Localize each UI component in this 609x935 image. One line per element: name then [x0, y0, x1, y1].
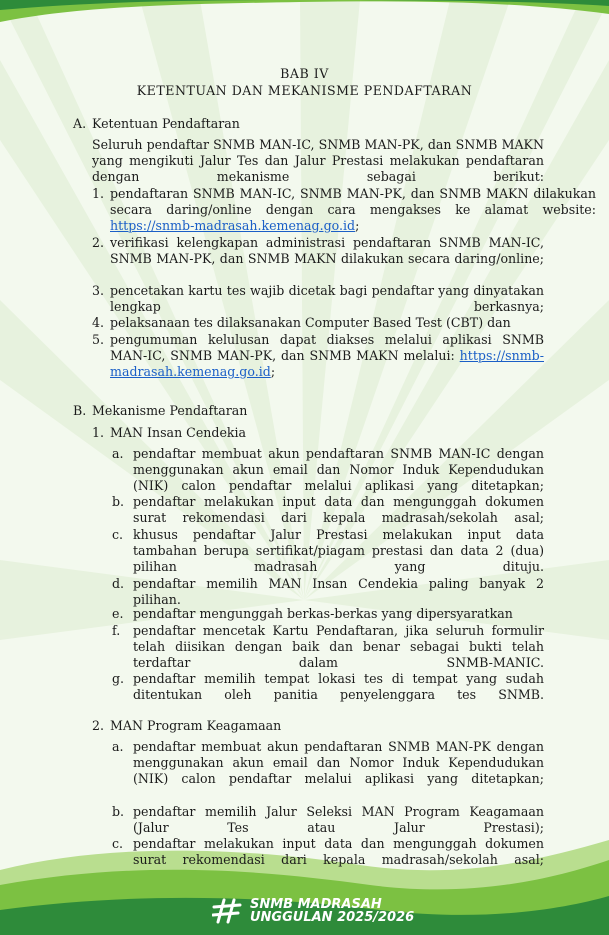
list-item-text: pendaftar memilih tempat lokasi tes di tempat yang sudah ditentukan oleh panitia penyelenggara tes SNMB. [133, 671, 544, 702]
subsection-number: 1. [92, 425, 105, 440]
list-letter: g. [112, 671, 125, 686]
list-letter: b. [112, 494, 125, 509]
snmb-hash-logo-icon [212, 898, 242, 924]
list-item-text: pendaftar membuat akun pendaftaran SNMB MAN-IC dengan menggunakan akun email dan Nomor Induk Kependudukan (NIK) calon pendaftar melalui aplikasi yang ditetapkan; [133, 446, 544, 493]
list-item-text: pendaftar membuat akun pendaftaran SNMB MAN-PK dengan menggunakan akun email dan Nomor Induk Kependudukan (NIK) calon pendaftar melalui aplikasi yang ditetapkan; [133, 739, 544, 786]
snmb-website-link[interactable]: https://snmb-madrasah.kemenag.go.id [110, 348, 544, 379]
list-number: 5. [92, 332, 105, 347]
section-b-title: Mekanisme Pendaftaran [92, 403, 248, 418]
section-a-marker: A. [73, 116, 87, 131]
list-item-text: pendaftar memilih MAN Insan Cendekia paling banyak 2 pilihan. [133, 576, 544, 607]
list-item-text: pendaftar melakukan input data dan mengunggah dokumen surat rekomendasi dari kepala madrasah/sekolah asal; [133, 494, 544, 525]
list-letter: c. [112, 836, 124, 851]
list-item-text: khusus pendaftar Jalur Prestasi melakukan input data tambahan berupa sertifikat/piagam prestasi dan data 2 (dua) pilihan madrasah yang dituju. [133, 527, 544, 574]
list-number: 2. [92, 235, 105, 250]
list-letter: a. [112, 739, 124, 754]
list-letter: c. [112, 527, 124, 542]
list-item-text: pencetakan kartu tes wajib dicetak bagi pendaftar yang dinyatakan lengkap berkasnya; [110, 283, 544, 314]
list-letter: d. [112, 576, 125, 591]
list-item-text: pendaftar melakukan input data dan mengunggah dokumen surat rekomendasi dari kepala madrasah/sekolah asal; [133, 836, 544, 867]
list-letter: e. [112, 606, 124, 621]
list-letter: a. [112, 446, 124, 461]
list-item-text: pendaftar memilih Jalur Seleksi MAN Program Keagamaan (Jalur Tes atau Jalur Prestasi); [133, 804, 544, 835]
list-item-text: pendaftar mengunggah berkas-berkas yang dipersyaratkan [133, 606, 513, 621]
list-item-text: pengumuman kelulusan dapat diakses melalui aplikasi SNMB MAN-IC, SNMB MAN-PK, dan SNMB MAKN melalui: https://snmb-madrasah.kemenag.go.id; [110, 332, 544, 379]
list-item-text: pendaftaran SNMB MAN-IC, SNMB MAN-PK, dan SNMB MAKN dilakukan secara daring/online dengan cara mengakses ke alamat website: https://snmb-madrasah.kemenag.go.id; [110, 186, 596, 233]
subsection-title: MAN Program Keagamaan [110, 718, 282, 733]
footer-line1: SNMB MADRASAH [250, 897, 382, 912]
list-number: 1. [92, 186, 105, 201]
list-item-text: pelaksanaan tes dilaksanakan Computer Based Test (CBT) dan [110, 315, 511, 330]
snmb-website-link[interactable]: https://snmb-madrasah.kemenag.go.id [110, 218, 356, 233]
list-number: 3. [92, 283, 105, 298]
list-number: 4. [92, 315, 105, 330]
section-b-marker: B. [73, 403, 87, 418]
list-letter: f. [112, 623, 121, 638]
chapter-number: BAB IV [280, 66, 329, 81]
subsection-title: MAN Insan Cendekia [110, 425, 247, 440]
section-a-title: Ketentuan Pendaftaran [92, 116, 240, 131]
section-a-intro: Seluruh pendaftar SNMB MAN-IC, SNMB MAN-PK, dan SNMB MAKN yang mengikuti Jalur Tes dan Jalur Prestasi melakukan pendaftaran dengan mekanisme sebagai berikut: [92, 137, 544, 184]
list-item-text: pendaftar mencetak Kartu Pendaftaran, jika seluruh formulir telah diisikan dengan baik dan benar sebagai bukti telah terdaftar dalam SNMB-MANIC. [133, 623, 544, 670]
footer-line2: UNGGULAN 2025/2026 [250, 910, 415, 925]
chapter-title: KETENTUAN DAN MEKANISME PENDAFTARAN [136, 83, 473, 98]
subsection-number: 2. [92, 718, 105, 733]
list-letter: b. [112, 804, 125, 819]
list-item-text: verifikasi kelengkapan administrasi pendaftaran SNMB MAN-IC, SNMB MAN-PK, dan SNMB MAKN dilakukan secara daring/online; [110, 235, 544, 266]
